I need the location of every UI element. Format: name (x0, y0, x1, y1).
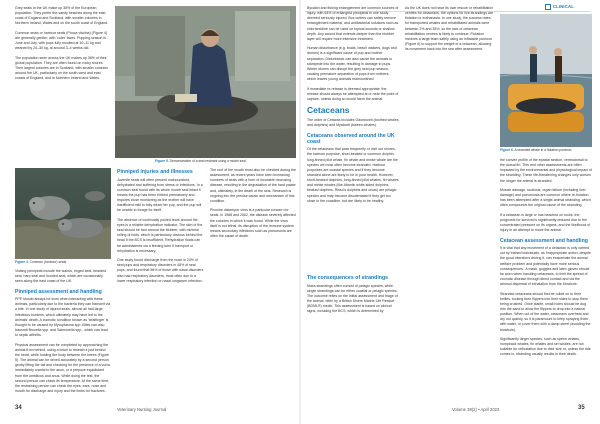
section-tag (545, 3, 574, 10)
left-footer-journal: Veterinary Nursing Journal (117, 407, 167, 412)
left-column-3 (210, 168, 296, 243)
paragraph: Bycatch and fishing entanglement are common sources of injury, with 64% of entangled pinnipeds in one study deemed seriously injured. Box cutters can safely remove entanglement material, and antibacterial solutions such as chlorhexidine can be used on topical wounds or shallow depth. Any wound that extends deeper than the blubber layer will require more intensive treatment. (307, 6, 399, 41)
section-heading: Cetacean assessment and handling (500, 237, 588, 244)
section-heading: Pinniped injuries and illnesses (117, 169, 193, 175)
section-heading: The consequences of strandings (307, 275, 388, 281)
paragraph: Mass strandings often consist of pelagic species, while single strandings can be either coastal or pelagic species. The outcome relies on the initial assessment and triage of the animal, often by a British Divers Marine Life Rescue (BDMLR) medic. This assessment is based on clinical signs, including the BCS, which is determined by (307, 283, 398, 314)
paragraph: One study found discharge from the nose in 24% of seal pups and respiratory disorders in 48% of seal pups, and found that 56% of those with nasal disorders also had respiratory disorders, most often due to a lower respiratory infection or nasal lungworm infection. (117, 258, 204, 283)
paragraph: If a cetacean is large or has beached on rocks, the prognosis for survival is significantly reduced due to the concentrated pressure on its organs, and the likelihood of injury in an attempt to move the animal. (500, 212, 591, 233)
paragraph: the convex profile of the epaxial section, ventrodorsal to the dorsal fin. This and other assessments are often impacted by the environmental and physiological impact of the stranding. These life-threatening changes only worsen the longer the animal is stranded. (500, 158, 592, 183)
section-heading: Cetaceans observed around the UK coast (307, 132, 395, 145)
right-footer-issue: Volume 38(2) • April 2023 (452, 407, 500, 412)
left-column-1-lower (15, 269, 111, 398)
paragraph: Significantly larger species, such as sperm whales, humpback whales, fin whales and sei whales, are not suitable for refloatation due to their size or, unless the tide comes in, stranding usually results in their death. (500, 336, 591, 357)
seal-restraint-photo (115, 6, 296, 158)
paragraph: PPE should always be worn when interacting with these animals, particularly due to the bacteria they can transmit via a bite. In one study of injured seals, almost all had large infectious burdens, which ultimately may have led to the animals' death. A zoonotic condition known as 'sealfinger' is thought to be caused by Mycoplasma spp. Bites can also transmit Brucella spp. and Salmonella spp., which can lead to septic arthritis. (15, 297, 111, 338)
paragraph: Stranded cetaceans should first be rolled on to their bellies, tucking their flippers into their sides to stop them being crushed. Once stable, small holes should be dug into the sand to allow the flippers to drop into a natural position. When out of the water, cetaceans overheat and dry out quickly, so it is paramount to keep spraying them with water, or cover them with a damp sheet (avoiding the blowhole). (500, 291, 591, 332)
right-column-1 (307, 6, 399, 208)
left-column-1 (15, 6, 110, 86)
paragraph: If immediate re-release is deemed appropriate, the release should always be attempted at or near the point of capture, unless doing so would harm the animal. (307, 86, 399, 101)
figure-seal-restraint (115, 6, 296, 158)
paragraph: It is vital that any movement of a cetacean is only carried out by trained individuals, as 'inappropriate action, despite the good intentions driving it, can exacerbate the animal welfare problem and potentially have more serious consequences'. A mask, goggles and latex gloves should be worn when handling cetaceans, to limit the spread of zoonotic disease through direct contact and via the aerosol dispersal of exhalation from the blowhole. (500, 246, 591, 287)
paragraph: Juvenile seals will often present malnourished, dehydrated and suffering from stress or infections. In a common seal found with its whole mouth seal intact it means the pup has been birthed prematurely and requires close monitoring as the mother will have insufficient milk to fully wean her pup, and the pup will be unable to forage for itself. (117, 177, 203, 213)
whale-pontoon-photo (500, 14, 592, 147)
paragraph: Common seals or harbour seals (Phoca vitulina) (Figure 4) are generally gentler, with 'cuter' faces. Pupping season is June and July, with pups fully moulted at 10–11 kg and weaned by 20–30 kg, at around 3–4 weeks old. (15, 30, 108, 51)
paragraph: The population seen across the UK makes up 38% of their global population. They are often found on rocky shores. Their largest colonies are in Scotland, with smaller colonies around the UK, particularly on the south-west and east coasts of England, and in Northern Ireland and Wales. (15, 55, 109, 81)
figure-label: Figure 4. (15, 260, 29, 264)
figure-label: Figure 6. (500, 148, 514, 152)
paragraph: Muscle damage, scoliosis, organ failure (including liver damage) and pneumonia are common where re-flotation has been attempted after a single-animal stranding, which often compounds the original cause of the stranding. (500, 187, 591, 208)
right-column-3 (500, 158, 592, 362)
right-column-2-upper (405, 6, 495, 57)
section-heading: Pinniped assessment and handling (15, 288, 102, 295)
figure-caption-text: A stranded whale in a flotation pontoon. (514, 148, 573, 152)
section-tag-label: CLINICAL (552, 4, 574, 9)
figure-whale-pontoon-caption (500, 148, 592, 152)
paragraph: Human disturbance (e.g. boats, beach walkers, dogs and drones) is a significant cause of pup and mother separation. Disturbance can also cause the animals to stampede into the water, resulting in damage to pups. Winter storms can disrupt the grey seal pup season, causing premature separation of pups from mothers, which leaves young animals malnourished. (307, 46, 397, 82)
page-spine (299, 0, 301, 424)
figure-harbour-seals-caption (15, 260, 111, 264)
paragraph: Physical assessment can be completed by approaching the animal from behind, using a towel to restrain it just behind the head, while holding the body between the knees (Figure 5). The animal can be sexed accurately by a second person gently lifting the tail and checking for the presence of a vulva immediately cranial to the anus, or a prepuce equidistant from the umbilicus and anus. While doing the test, the second person can check its temperature. At the same time, the restraining person can check the eyes, ears, nose and mouth for discharge and injury and the limbs for fractures. (15, 342, 110, 393)
section-heading-large: Cetaceans (307, 105, 350, 116)
paragraph: The roof of the mouth must also be checked during the assessment, as recent years have seen increasing numbers of seals with a form of incurable necrosing disease, resulting in the degradation of the hard palate and, ultimately, in the death of the seal. Research is ongoing into the precise cause and mechanism of this condition. (210, 168, 296, 203)
figure-caption-text: Common (harbour) seals. (29, 260, 68, 264)
right-page-number: 35 (578, 405, 585, 411)
figure-label: Figure 5. (155, 159, 169, 163)
left-column-2 (117, 168, 204, 288)
paragraph: Grey seals in the UK make up 38% of the European population. They prefer the sandy beaches along the east coast of England and Scotland, with smaller colonies in Northern Ireland, Wales and on the south coast of England. (15, 6, 109, 26)
paragraph: The order of Cetacea includes Odontoceti (toothed whales and dolphins) and Mysticeti (baleen whales). (307, 118, 399, 128)
paragraph: Visiting pinnipeds include the walrus, ringed seal, bearded seal, harp seal and hooded seal, which are occasionally seen along the east coast of the UK. (15, 269, 107, 284)
figure-caption-text: Demonstration of a seal restraint using a model seal. (169, 159, 247, 163)
paragraph: Of the cetaceans that pass frequently or visit our shores, the harbour porpoise, short-beaked or common dolphin, long-finned pilot whale, fin whale and minke whale are the species we most often become stranded. Harbour porpoises are coastal species and if they become stranded alone are likely to be in poor health. However, short-beaked dolphins, long-finned pilot whales, fin whales and minke whales (like Atlantic white-sided dolphins, beaked dolphins, Risso's dolphins and orcas) are pelagic species and may become disorientated if they get too close to the coastline, but are likely to be healthy. (307, 147, 399, 203)
left-page-number: 34 (15, 405, 22, 411)
figure-seal-restraint-caption (155, 159, 295, 163)
harbour-seals-photo (15, 168, 111, 259)
figure-whale-pontoon (500, 14, 592, 147)
right-column-1-lower (307, 274, 399, 319)
paragraph: The absence of continually pooled tears around the eyes is a reliable dehydration indicator. The skin of the seal should be taut around the blubber, with minimal rolling of folds, which is particularly obvious behind the head if the BCS is insufficient. Rehydration fluids can be administered via a feeding tube if transport or rehydration is necessary. (117, 217, 203, 253)
paragraph: As the UK does not have its own rescue or rehabilitation centres for cetaceans, the options for live strandings are flotation or euthanasia. In one study, the success rates for transported whales and rehabilitated animals were between 2% and 35%, so the lack of cetacean rehabilitation centres is likely to continue. Flotation involves a large team safely using an inflatable pontoon (Figure 6) to support the weight of a cetacean, allowing its movement back into the sea after assessment. (405, 6, 494, 52)
figure-harbour-seals (15, 168, 111, 259)
section-tag-box-icon (545, 4, 551, 10)
paragraph: Phocine distemper virus is a particular concern for seals. In 1988 and 2002, the disease severely affected the colonies in which it was found. While the virus itself is not lethal, its disruption of the immune system means secondary infections such as pneumonia are often the cause of death. (210, 208, 296, 239)
